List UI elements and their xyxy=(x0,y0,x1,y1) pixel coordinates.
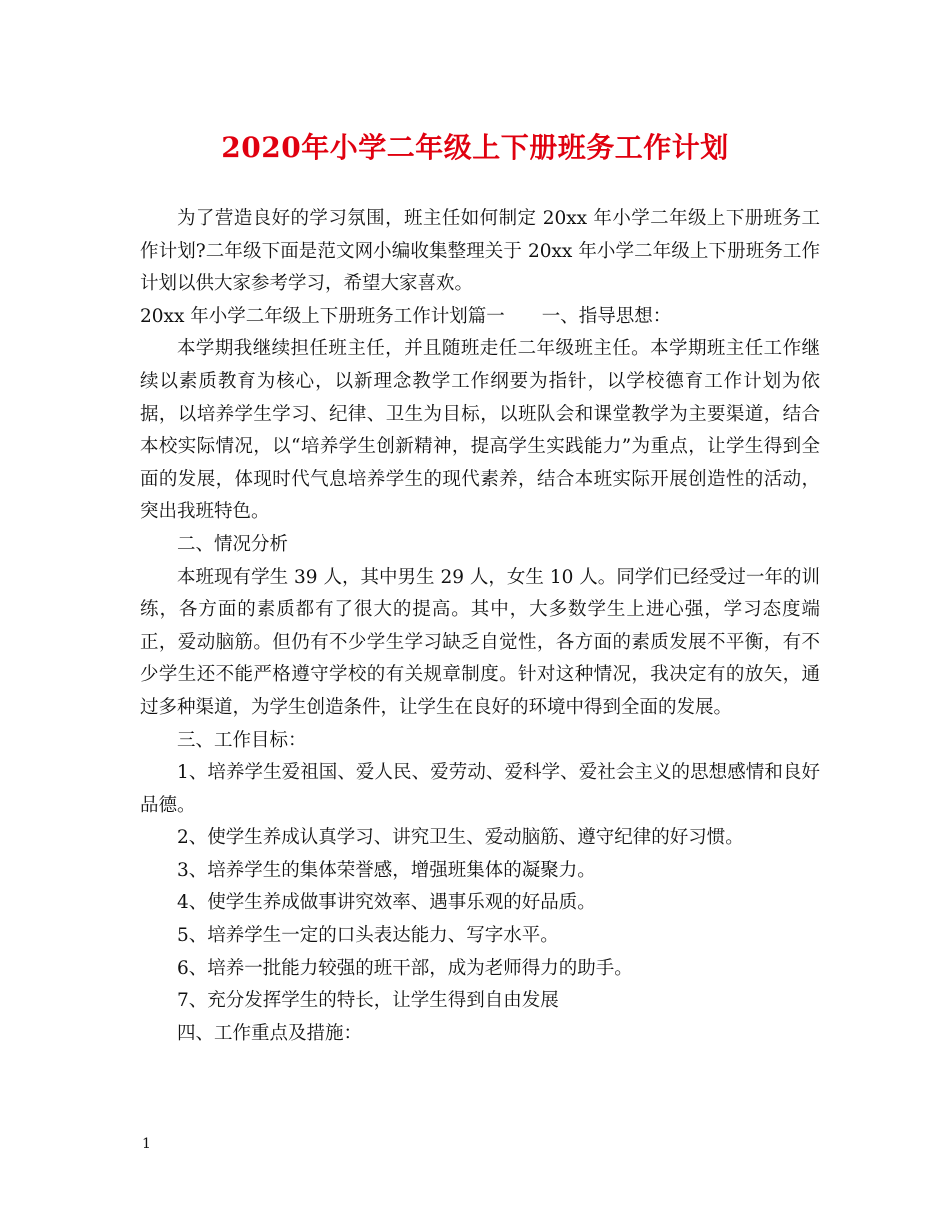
paragraph-section-heading: 20xx 年小学二年级上下册班务工作计划篇一 一、指导思想： xyxy=(140,305,672,327)
list-item-goal-6: 6、培养一批能力较强的班干部，成为老师得力的助手。 xyxy=(177,957,633,979)
list-item-goal-2: 2、使学生养成认真学习、讲究卫生、爱动脑筋、遵守纪律的好习惯。 xyxy=(177,827,744,849)
paragraph-guiding-thought: 本学期我继续担任班主任，并且随班走任二年级班主任。本学期班主任工作继续以素质教育为核心，以新理念教学工作纲要为指针，以学校德育工作计划为依据，以培养学生学习、纪律、卫生为目标，以班队会和课堂教学为主要渠道，结合本校实际情况，以“培养学生创新精神，提高学生实践能力”为重点，让学生得到全面的发展，体现时代气息培养学生的现代素养，结合本班实际开展创造性的活动，突出我班特色。 xyxy=(140,338,820,523)
paragraph-intro: 为了营造良好的学习氛围，班主任如何制定 20xx 年小学二年级上下册班务工作计划?二年级下面是范文网小编收集整理关于 20xx 年小学二年级上下册班务工作计划以供大家参考学习，希望大家喜欢。 xyxy=(140,208,820,295)
page-number: 1 xyxy=(142,1136,151,1152)
document-title: 2020年小学二年级上下册班务工作计划 xyxy=(221,131,729,164)
list-item-goal-3: 3、培养学生的集体荣誉感，增强班集体的凝聚力。 xyxy=(177,859,596,881)
document-body xyxy=(140,203,820,1050)
heading-key-work-measures: 四、工作重点及措施： xyxy=(177,1022,363,1044)
list-item-goal-7: 7、充分发挥学生的特长，让学生得到自由发展 xyxy=(177,990,559,1012)
list-item-goal-4: 4、使学生养成做事讲究效率、遇事乐观的好品质。 xyxy=(177,892,596,914)
list-item-goal-5: 5、培养学生一定的口头表达能力、写字水平。 xyxy=(177,925,559,947)
heading-situation-analysis: 二、情况分析 xyxy=(177,533,289,555)
paragraph-situation-analysis: 本班现有学生 39 人，其中男生 29 人，女生 10 人。同学们已经受过一年的训练，各方面的素质都有了很大的提高。其中，大多数学生上进心强，学习态度端正，爱动脑筋。但仍有不少学生学习缺乏自觉性，各方面的素质发展不平衡，有不少学生还不能严格遵守学校的有关规章制度。针对这种情况，我决定有的放矢，通过多种渠道，为学生创造条件，让学生在良好的环境中得到全面的发展。 xyxy=(140,566,820,718)
heading-work-goals: 三、工作目标： xyxy=(177,729,307,751)
list-item-goal-1: 1、培养学生爱祖国、爱人民、爱劳动、爱科学、爱社会主义的思想感情和良好品德。 xyxy=(140,762,820,816)
